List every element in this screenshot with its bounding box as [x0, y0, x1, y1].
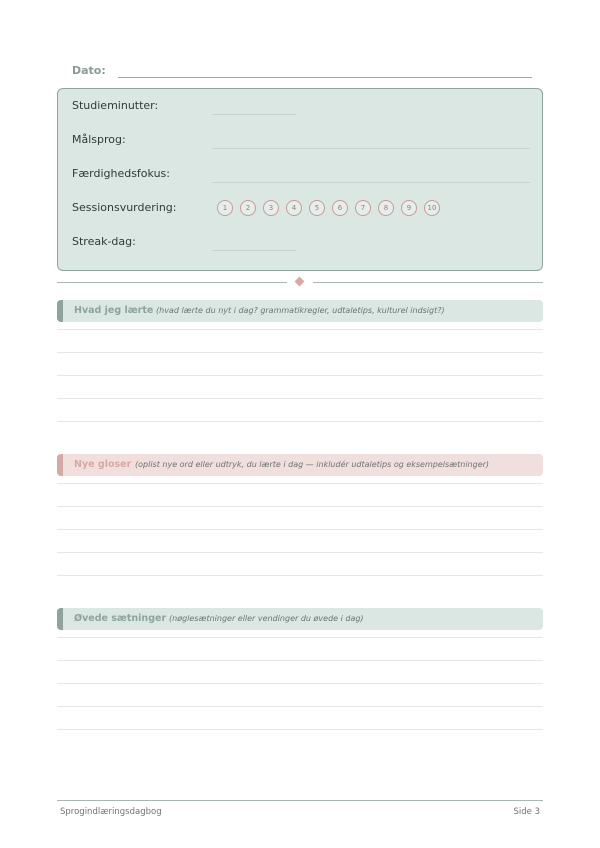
divider-line: [57, 282, 287, 283]
writing-line[interactable]: [57, 552, 543, 553]
section-accent-bar: [57, 300, 63, 322]
section-hint: (oplist nye ord eller udtryk, du lærte i dag — inkludér udtaletips og eksempelsætninger): [135, 460, 490, 469]
study-minutes-label: Studieminutter:: [72, 99, 159, 112]
rating-option-4[interactable]: 4: [286, 200, 302, 216]
session-rating-label: Sessionsvurdering:: [72, 201, 177, 214]
streak-day-row: [72, 233, 530, 253]
section-accent-bar: [57, 608, 63, 630]
section-hint: (nøglesætninger eller vendinger du øvede i dag): [169, 614, 364, 623]
writing-line[interactable]: [57, 398, 543, 399]
rating-option-9[interactable]: 9: [401, 200, 417, 216]
rating-option-3[interactable]: 3: [263, 200, 279, 216]
writing-line[interactable]: [57, 352, 543, 353]
rating-option-8[interactable]: 8: [378, 200, 394, 216]
diamond-icon: [295, 277, 305, 287]
skill-focus-row: [72, 165, 530, 185]
session-info-box: [57, 88, 543, 271]
streak-day-label: Streak-dag:: [72, 235, 136, 248]
writing-line[interactable]: [57, 706, 543, 707]
date-row: [72, 62, 532, 80]
section-header-new-vocabulary: [57, 454, 543, 476]
rating-option-7[interactable]: 7: [355, 200, 371, 216]
rating-option-1[interactable]: 1: [217, 200, 233, 216]
writing-line[interactable]: [57, 329, 543, 330]
writing-line[interactable]: [57, 660, 543, 661]
footer-rule: [57, 800, 543, 801]
page-number: Side 3: [513, 807, 540, 817]
rating-option-5[interactable]: 5: [309, 200, 325, 216]
section-accent-bar: [57, 454, 63, 476]
ornamental-divider: [57, 282, 543, 283]
writing-line[interactable]: [57, 683, 543, 684]
writing-line[interactable]: [57, 375, 543, 376]
streak-day-field[interactable]: [212, 250, 296, 251]
section-title: Hvad jeg lærte: [74, 305, 154, 316]
study-minutes-row: [72, 97, 530, 117]
target-language-field[interactable]: [212, 148, 530, 149]
writing-line[interactable]: [57, 575, 543, 576]
rating-option-6[interactable]: 6: [332, 200, 348, 216]
skill-focus-label: Færdighedsfokus:: [72, 167, 170, 180]
writing-line[interactable]: [57, 483, 543, 484]
section-title: Øvede sætninger: [74, 613, 167, 624]
rating-option-2[interactable]: 2: [240, 200, 256, 216]
writing-line[interactable]: [57, 421, 543, 422]
section-header-what-i-learned: [57, 300, 543, 322]
rating-option-10[interactable]: 10: [424, 200, 440, 216]
writing-line[interactable]: [57, 729, 543, 730]
study-minutes-field[interactable]: [212, 114, 296, 115]
writing-line[interactable]: [57, 529, 543, 530]
section-hint: (hvad lærte du nyt i dag? grammatikregler, udtaletips, kulturel indsigt?): [156, 306, 445, 315]
date-label: Dato:: [72, 64, 106, 77]
writing-line[interactable]: [57, 637, 543, 638]
target-language-label: Målsprog:: [72, 133, 126, 146]
session-rating-row: [72, 199, 530, 219]
section-header-practiced-sentences: [57, 608, 543, 630]
date-input-line[interactable]: [118, 77, 532, 78]
skill-focus-field[interactable]: [212, 182, 530, 183]
section-title: Nye gloser: [74, 459, 132, 470]
footer-title: Sprogindlæringsdagbog: [60, 807, 162, 817]
target-language-row: [72, 131, 530, 151]
divider-line: [313, 282, 543, 283]
writing-line[interactable]: [57, 506, 543, 507]
